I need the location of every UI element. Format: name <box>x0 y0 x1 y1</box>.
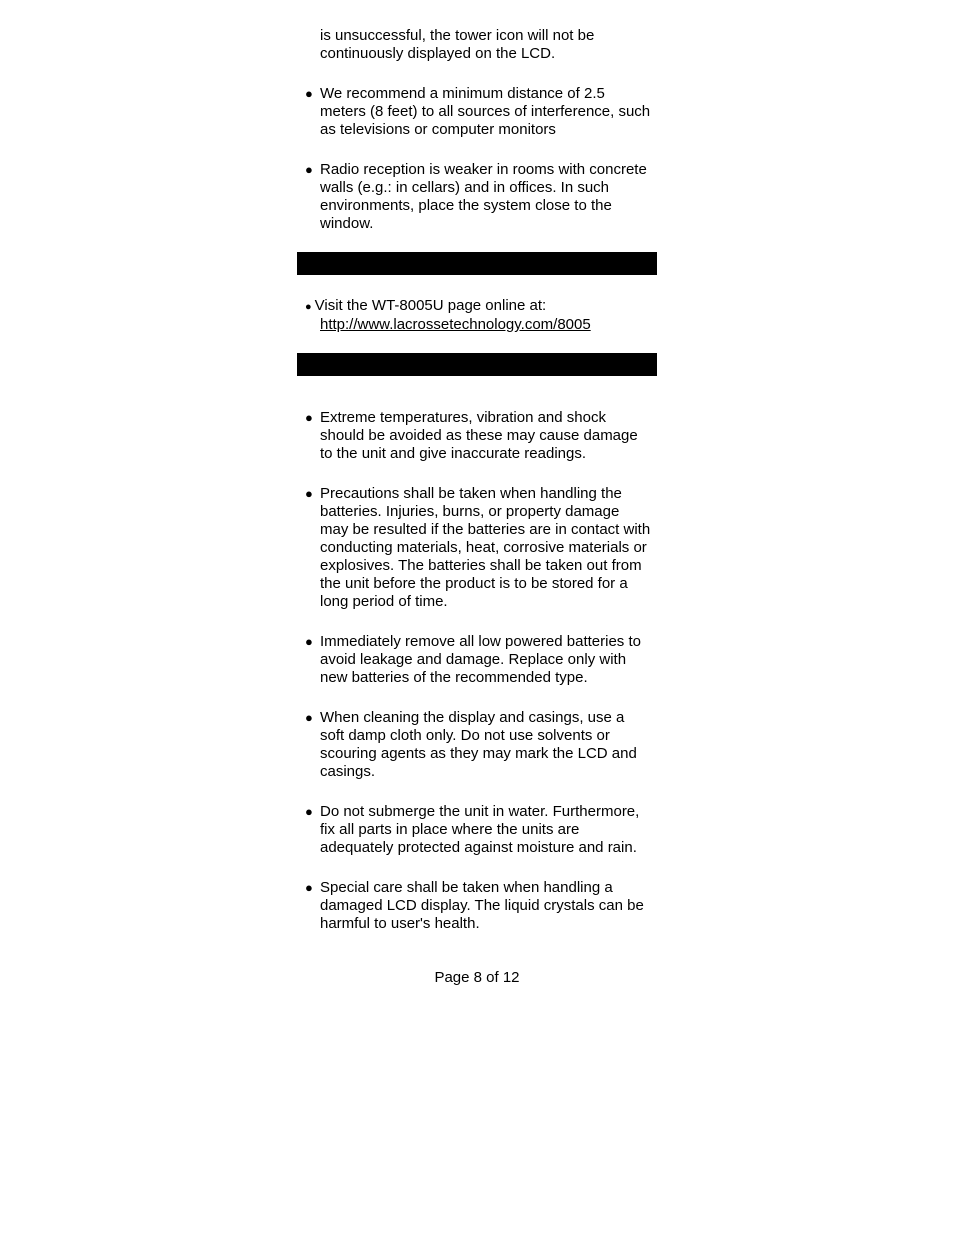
bullet-dot-icon: ● <box>305 301 312 313</box>
bullet-text: Radio reception is weaker in rooms with concrete walls (e.g.: in cellars) and in offices. In such environments, place the system close to the window. <box>320 161 647 232</box>
bullet-dot-icon: ● <box>305 880 313 895</box>
reception-bullet-item <box>297 85 651 139</box>
care-bullet-item <box>297 633 651 687</box>
care-bullet-item <box>297 485 651 611</box>
bullet-text: When cleaning the display and casings, use a soft damp cloth only. Do not use solvents or scouring agents as they may mark the LCD and casings. <box>320 709 637 780</box>
bullet-text: Extreme temperatures, vibration and shock should be avoided as these may cause damage to the unit and give inaccurate readings. <box>320 409 638 462</box>
bullet-text: Immediately remove all low powered batteries to avoid leakage and damage. Replace only with new batteries of the recommended type. <box>320 633 641 686</box>
reception-bullet-item <box>297 161 651 233</box>
bullet-text: Special care shall be taken when handling a damaged LCD display. The liquid crystals can be harmful to user's health. <box>320 879 644 932</box>
bullet-dot-icon: ● <box>305 410 313 425</box>
bullet-dot-icon: ● <box>305 486 313 501</box>
care-bullet-item <box>297 803 651 857</box>
section-header-bar-web <box>297 252 657 275</box>
product-page-link[interactable]: http://www.lacrossetechnology.com/8005 <box>320 316 591 333</box>
page-number: Page 8 of 12 <box>434 969 520 986</box>
bullet-dot-icon: ● <box>305 162 313 177</box>
bullet-text: Precautions shall be taken when handling the batteries. Injuries, burns, or property damage may be resulted if the batteries are in contact with conducting materials, heat, corrosive materials or explosives. The batteries shall be taken out from the unit before the product is to be stored for a long period of time. <box>320 485 651 610</box>
care-bullet-item <box>297 709 651 781</box>
bullet-dot-icon: ● <box>305 710 313 725</box>
care-bullet-item <box>297 409 651 463</box>
bullet-text: Do not submerge the unit in water. Furthermore, fix all parts in place where the units are adequately protected against moisture and rain. <box>320 803 640 856</box>
manual-page-column <box>297 27 657 933</box>
web-visit-text: Visit the WT-8005U page online at: <box>314 297 547 314</box>
bullet-dot-icon: ● <box>305 86 313 101</box>
bullet-dot-icon: ● <box>305 634 313 649</box>
section-header-bar-care <box>297 353 657 376</box>
web-info-block <box>297 297 657 334</box>
bullet-dot-icon: ● <box>305 804 313 819</box>
intro-continuation-text: is unsuccessful, the tower icon will not be continuously displayed on the LCD. <box>320 27 595 62</box>
bullet-text: We recommend a minimum distance of 2.5 meters (8 feet) to all sources of interference, such as televisions or computer monitors <box>320 85 651 138</box>
care-bullet-item <box>297 879 651 933</box>
